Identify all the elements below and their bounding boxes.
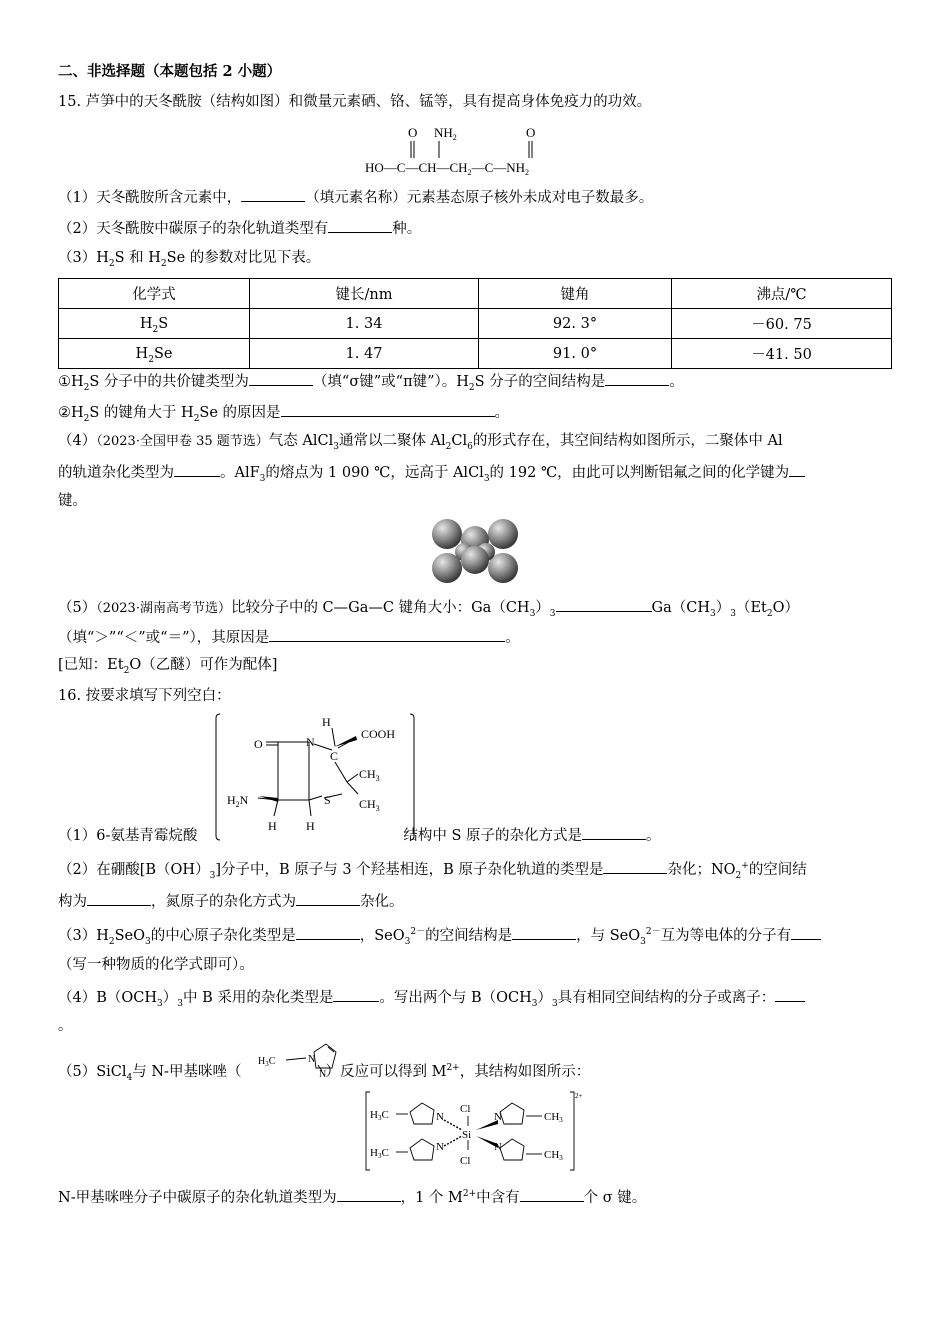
- answer-blank[interactable]: [87, 890, 151, 906]
- answer-blank[interactable]: [337, 1186, 401, 1202]
- answer-blank[interactable]: [556, 596, 652, 612]
- complex-n: N: [436, 1141, 444, 1153]
- answer-blank[interactable]: [281, 401, 495, 417]
- complex-n: N: [494, 1141, 502, 1153]
- struct-nh2: $NH_2$: [434, 125, 457, 142]
- q15-part3: $(3)H_2S$ 和 $H_2Se$ 的参数对比见下表。: [58, 250, 321, 269]
- answer-blank[interactable]: [791, 924, 821, 940]
- q15-part2: （2）天冬酰胺中碳原子的杂化轨道类型有 种。: [58, 217, 421, 239]
- struct-ch3-lower: $CH_3$: [359, 797, 380, 813]
- complex-ch3-bottom: CH3: [544, 1149, 563, 1162]
- q15-part5-note: [已知：$Et_2O$（乙醚）可作为配体]: [58, 657, 278, 676]
- struct-h-top: H: [322, 715, 331, 729]
- answer-blank[interactable]: [174, 461, 220, 477]
- answer-blank[interactable]: [605, 370, 669, 386]
- table-header: 键角: [479, 279, 672, 309]
- complex-h3c-bottom: H3C: [370, 1147, 389, 1160]
- answer-blank[interactable]: [789, 461, 805, 477]
- complex-cl-bottom: Cl: [460, 1155, 471, 1167]
- q16-part4-line1: $(4)B(OCH_3)_3$中 B 采用的杂化类型是 。写出两个与 $B(OCH_3)_3$具有相同空间结构的分子或离子：: [58, 986, 805, 1008]
- struct-o-left: O: [408, 125, 418, 140]
- n-methylimidazole-structure: [256, 1040, 342, 1080]
- table-row: [59, 339, 892, 369]
- complex-cl-top: Cl: [460, 1103, 471, 1115]
- struct-c: C: [330, 749, 339, 763]
- answer-blank[interactable]: [249, 370, 313, 386]
- complex-si: Si: [462, 1129, 472, 1141]
- table-header: 沸点/℃: [672, 279, 892, 309]
- table-cell: －60. 75: [672, 309, 892, 339]
- h2s-h2se-table: [58, 278, 892, 369]
- answer-blank[interactable]: [333, 986, 379, 1002]
- m2plus-complex-structure: [364, 1090, 582, 1172]
- q16-part2-line1: （2）在硼酸$[B(OH)_3]$分子中，B 原子与 3 个羟基相连，B 原子杂化轨道的类型是 杂化；$NO_2^+$的空间结: [58, 858, 807, 880]
- q15-part3-1: $①H_2S$ 分子中的共价键类型为 （填“σ键”或“π键”）。$H_2S$ 分子的空间结构是 。: [58, 370, 684, 392]
- struct-s: S: [324, 793, 331, 807]
- q15-part5-line1: （5）（2023·湖南高考节选）比较分子中的 C—Ga—C 键角大小：$Ga(CH_3)_3$ $Ga(CH_3)_3(Et_2O)$: [58, 596, 799, 619]
- complex-h3c-top: H3C: [370, 1109, 389, 1122]
- struct-h2n: $H_2N$: [227, 793, 249, 809]
- struct-h-bottom-left: H: [268, 819, 277, 833]
- q16-intro: 16. 按要求填写下列空白：: [58, 688, 231, 704]
- q16-part4-line2: 。: [58, 1018, 73, 1034]
- q15-part1: （1）天冬酰胺所含元素中， （填元素名称）元素基态原子核外未成对电子数最多。: [58, 186, 653, 208]
- table-cell: 91. 0°: [479, 339, 672, 369]
- complex-n: N: [494, 1111, 502, 1123]
- table-row: [59, 309, 892, 339]
- table-cell: 1. 34: [250, 309, 479, 339]
- q16-part3-line2: （写一种物质的化学式即可）。: [58, 957, 254, 973]
- q16-part1: （1）6-氨基青霉烷酸 结构中 S 原子的杂化方式是 。: [58, 824, 661, 846]
- table-header: 键长/nm: [250, 279, 479, 309]
- 6-apa-structure: [214, 712, 416, 842]
- answer-blank[interactable]: [520, 1186, 584, 1202]
- table-cell: －41. 50: [672, 339, 892, 369]
- q16-part5-question: N-甲基咪唑分子中碳原子的杂化轨道类型为 ，1 个 $M^{2+}$中含有 个 σ 键。: [58, 1186, 646, 1208]
- table-header: 化学式: [59, 279, 250, 309]
- table-cell: 1. 47: [250, 339, 479, 369]
- answer-blank[interactable]: [328, 217, 392, 233]
- q15-intro: 15. 芦笋中的天冬酰胺（结构如图）和微量元素硒、铬、锰等，具有提高身体免疫力的功效。: [58, 94, 652, 110]
- table-cell-formula: $H_2S$: [59, 309, 250, 339]
- q16-part3-line1: $(3)H_2SeO_3$的中心原子杂化类型是 ，SeO$_3^{2-}$的空间结构是 ，与 SeO$_3^{2-}$互为等电体的分子有: [58, 924, 821, 946]
- answer-blank[interactable]: [775, 986, 805, 1002]
- table-cell-formula: $H_2Se$: [59, 339, 250, 369]
- al2cl6-model: [428, 514, 522, 588]
- answer-blank[interactable]: [582, 824, 646, 840]
- q15-part3-2: $②H_2S$ 的键角大于 $H_2Se$ 的原因是 。: [58, 401, 509, 423]
- struct-cooh: COOH: [361, 727, 396, 741]
- answer-blank[interactable]: [296, 890, 360, 906]
- imid-n1: N: [308, 1054, 316, 1065]
- q16-part2-line2: 构为 ，氮原子的杂化方式为 杂化。: [58, 890, 404, 912]
- struct-o: O: [254, 737, 263, 751]
- table-header-row: [59, 279, 892, 309]
- q16-part5: （5）SiCl$_4$与 N-甲基咪唑（ ）反应可以得到 $M^{2+}$，其结构如图所示：: [58, 1063, 591, 1083]
- imid-h3c: $H_3C$: [258, 1056, 276, 1068]
- q15-part5-line2: （填“＞”“＜”或“＝”），其原因是 。: [58, 626, 520, 648]
- complex-ch3-top: CH3: [544, 1111, 563, 1124]
- table-cell: 92. 3°: [479, 309, 672, 339]
- struct-n-ring: N: [306, 735, 315, 749]
- struct-ch3-upper: $CH_3$: [359, 767, 380, 783]
- q15-part4-line1: （4）（2023·全国甲卷 35 题节选）气态 AlCl$_3$通常以二聚体 $Al_2Cl_6$的形式存在，其空间结构如图所示，二聚体中 Al: [58, 433, 783, 452]
- imid-n3: N: [319, 1069, 327, 1080]
- answer-blank[interactable]: [603, 858, 667, 874]
- struct-h-bottom-right: H: [306, 819, 315, 833]
- complex-n: N: [436, 1111, 444, 1123]
- asparagine-structure: [360, 120, 600, 182]
- q15-part4-line3: 键。: [58, 493, 87, 509]
- complex-charge: 2+: [575, 1092, 582, 1100]
- answer-blank[interactable]: [296, 924, 360, 940]
- struct-o-right: O: [526, 125, 536, 140]
- section-title: 二、非选择题（本题包括 2 小题）: [58, 63, 282, 80]
- q15-part4-line2: 的轨道杂化类型为 。AlF$_3$的熔点为 1 090 ℃，远高于 AlCl$_3$的 192 ℃，由此可以判断铝氟之间的化学键为: [58, 461, 805, 483]
- answer-blank[interactable]: [269, 626, 505, 642]
- answer-blank[interactable]: [512, 924, 576, 940]
- answer-blank[interactable]: [241, 186, 305, 202]
- struct-chain: $HO—C—CH—CH_2—C—NH_2$: [365, 160, 530, 177]
